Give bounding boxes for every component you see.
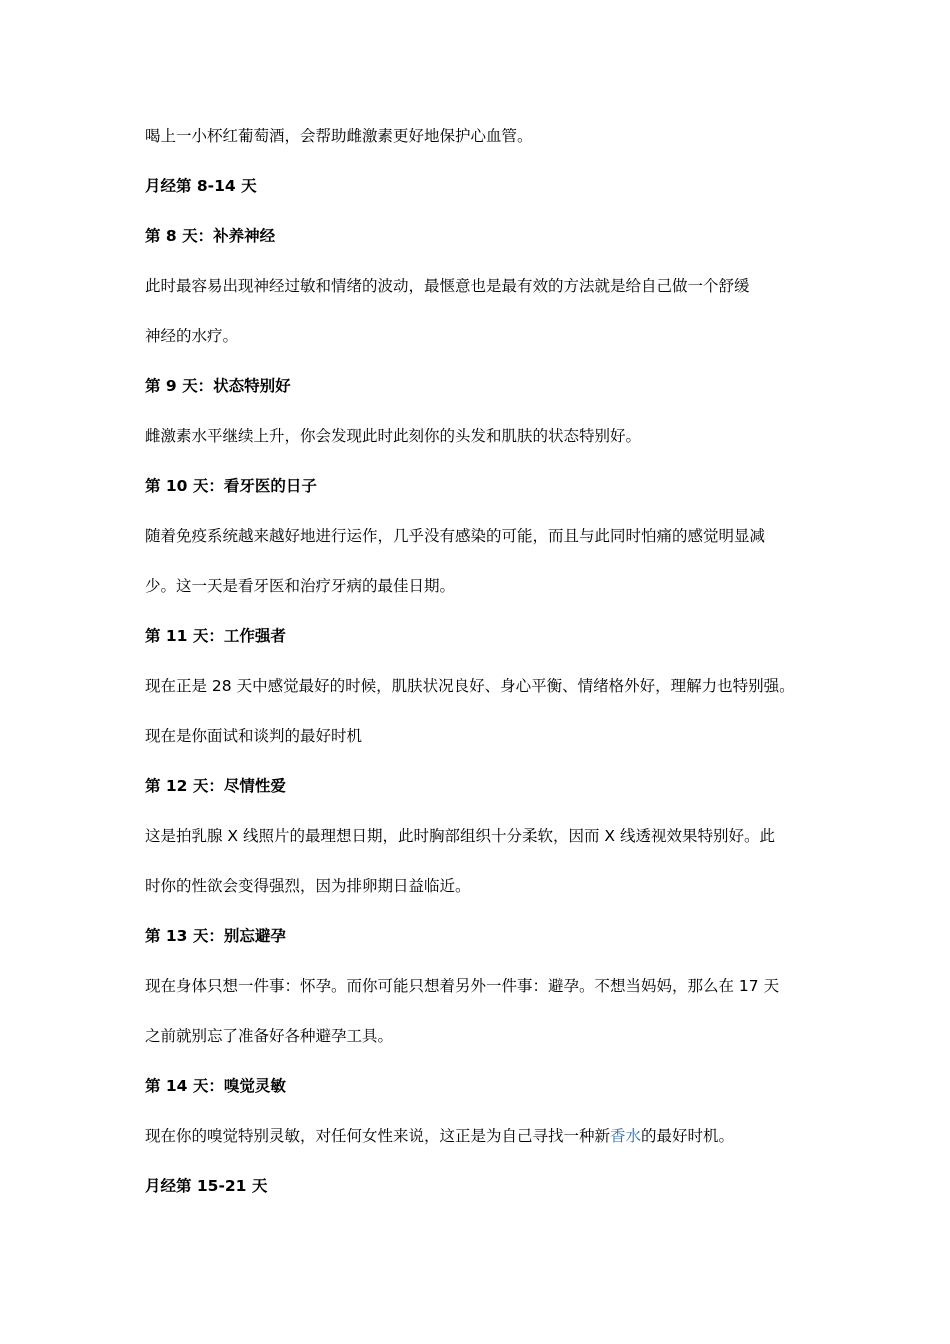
day12-text-line2: 时你的性欲会变得强烈，因为排卵期日益临近。 xyxy=(145,877,471,895)
day13-text-line2: 之前就别忘了准备好各种避孕工具。 xyxy=(145,1027,394,1045)
day9-heading: 第 9 天：状态特别好 xyxy=(145,377,291,395)
day11-heading: 第 11 天：工作强者 xyxy=(145,627,286,645)
section-heading-15-21: 月经第 15-21 天 xyxy=(145,1177,268,1195)
intro-paragraph: 喝上一小杯红葡萄酒，会帮助雌激素更好地保护心血管。 xyxy=(145,127,533,145)
day11-text-line2: 现在是你面试和谈判的最好时机 xyxy=(145,727,363,745)
day9-text-line1: 雌激素水平继续上升，你会发现此时此刻你的头发和肌肤的状态特别好。 xyxy=(145,427,642,445)
day14-text-before-link: 现在你的嗅觉特别灵敏，对任何女性来说，这正是为自己寻找一种新 xyxy=(145,1127,611,1145)
day14-text-line1 xyxy=(145,1126,734,1146)
section-heading-8-14: 月经第 8-14 天 xyxy=(145,177,257,195)
perfume-link[interactable]: 香水 xyxy=(610,1127,642,1145)
day12-heading: 第 12 天：尽情性爱 xyxy=(145,777,286,795)
day13-text-line1: 现在身体只想一件事：怀孕。而你可能只想着另外一件事：避孕。不想当妈妈，那么在 17 天 xyxy=(145,977,780,995)
day14-text-after-link: 的最好时机。 xyxy=(641,1127,735,1145)
day8-text-line1: 此时最容易出现神经过敏和情绪的波动，最惬意也是最有效的方法就是给自己做一个舒缓 xyxy=(145,277,750,295)
day8-text-line2: 神经的水疗。 xyxy=(145,327,239,345)
day11-text-line1: 现在正是 28 天中感觉最好的时候，肌肤状况良好、身心平衡、情绪格外好，理解力也特别强。 xyxy=(145,677,795,695)
day8-heading: 第 8 天：补养神经 xyxy=(145,227,276,245)
day10-heading: 第 10 天：看牙医的日子 xyxy=(145,477,317,495)
day10-text-line2: 少。这一天是看牙医和治疗牙病的最佳日期。 xyxy=(145,577,456,595)
day10-text-line1: 随着免疫系统越来越好地进行运作，几乎没有感染的可能，而且与此同时怕痛的感觉明显减 xyxy=(145,527,766,545)
day14-heading: 第 14 天：嗅觉灵敏 xyxy=(145,1077,286,1095)
day13-heading: 第 13 天：别忘避孕 xyxy=(145,927,286,945)
day12-text-line1: 这是拍乳腺 X 线照片的最理想日期，此时胸部组织十分柔软，因而 X 线透视效果特别好。此 xyxy=(145,827,775,845)
